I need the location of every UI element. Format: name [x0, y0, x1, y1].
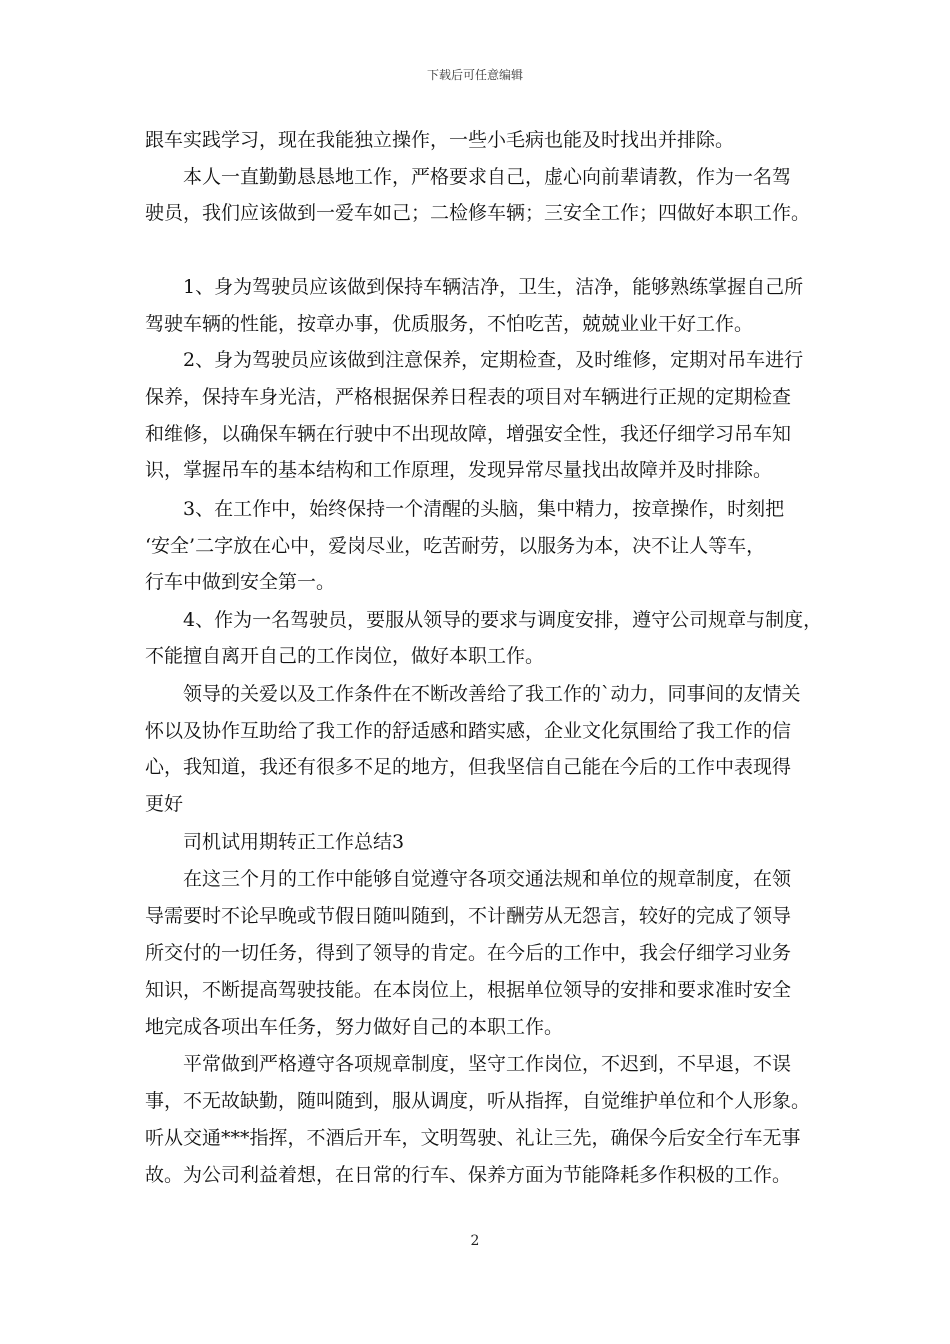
text-line: 驶员，我们应该做到一爱车如己；二检修车辆；三安全工作；四做好本职工作。: [145, 202, 811, 224]
text-line: 事，不无故缺勤，随叫随到，服从调度，听从指挥，自觉维护单位和个人形象。: [145, 1090, 811, 1112]
text-line: 1、身为驾驶员应该做到保持车辆洁净，卫生，洁净，能够熟练掌握自己所: [183, 276, 804, 298]
text-line: 不能擅自离开自己的工作岗位，做好本职工作。: [145, 645, 545, 667]
text-line: 在这三个月的工作中能够自觉遵守各项交通法规和单位的规章制度，在领: [183, 868, 792, 890]
text-line: 3、在工作中，始终保持一个清醒的头脑，集中精力，按章操作，时刻把: [183, 498, 785, 520]
text-line: 导需要时不论早晚或节假日随叫随到，不计酬劳从无怨言，较好的完成了领导: [145, 905, 792, 927]
text-line: 怀以及协作互助给了我工作的舒适感和踏实感，企业文化氛围给了我工作的信: [145, 720, 792, 742]
text-line: 跟车实践学习，现在我能独立操作，一些小毛病也能及时找出并排除。: [145, 129, 735, 151]
text-line: 4、作为一名驾驶员，要服从领导的要求与调度安排，遵守公司规章与制度，: [183, 609, 823, 631]
text-line: 行车中做到安全第一。: [145, 571, 336, 593]
section-heading: 司机试用期转正工作总结3: [183, 831, 405, 853]
text-line: 听从交通***指挥，不酒后开车，文明驾驶、礼让三先，确保今后安全行车无事: [145, 1127, 801, 1149]
text-line: 故。为公司利益着想，在日常的行车、保养方面为节能降耗多作积极的工作。: [145, 1164, 792, 1186]
page-header: 下载后可任意编辑: [426, 68, 523, 82]
text-line: 保养，保持车身光洁，严格根据保养日程表的项目对车辆进行正规的定期检查: [145, 386, 792, 408]
text-line: 平常做到严格遵守各项规章制度，坚守工作岗位，不迟到，不早退，不误: [183, 1053, 792, 1075]
text-line: 更好: [145, 793, 184, 815]
text-line: 识，掌握吊车的基本结构和工作原理，发现异常尽量找出故障并及时排除。: [145, 459, 773, 481]
page-number: 2: [470, 1233, 480, 1249]
text-line: 和维修，以确保车辆在行驶中不出现故障，增强安全性，我还仔细学习吊车知: [145, 423, 792, 445]
text-line: 驾驶车辆的性能，按章办事，优质服务，不怕吃苦，兢兢业业干好工作。: [145, 313, 754, 335]
text-line: ‘安全’二字放在心中，爱岗尽业，吃苦耐劳，以服务为本，决不让人等车，: [145, 535, 766, 557]
text-line: 本人一直勤勤恳恳地工作，严格要求自己，虚心向前辈请教，作为一名驾: [183, 166, 792, 188]
text-line: 领导的关爱以及工作条件在不断改善给了我工作的`动力，同事间的友情关: [183, 683, 801, 705]
text-line: 心，我知道，我还有很多不足的地方，但我坚信自己能在今后的工作中表现得: [145, 756, 792, 778]
text-line: 2、身为驾驶员应该做到注意保养，定期检查，及时维修，定期对吊车进行: [183, 349, 804, 371]
text-line: 地完成各项出车任务，努力做好自己的本职工作。: [145, 1016, 564, 1038]
text-line: 知识，不断提高驾驶技能。在本岗位上，根据单位领导的安排和要求准时安全: [145, 979, 792, 1001]
text-line: 所交付的一切任务，得到了领导的肯定。在今后的工作中，我会仔细学习业务: [145, 942, 792, 964]
